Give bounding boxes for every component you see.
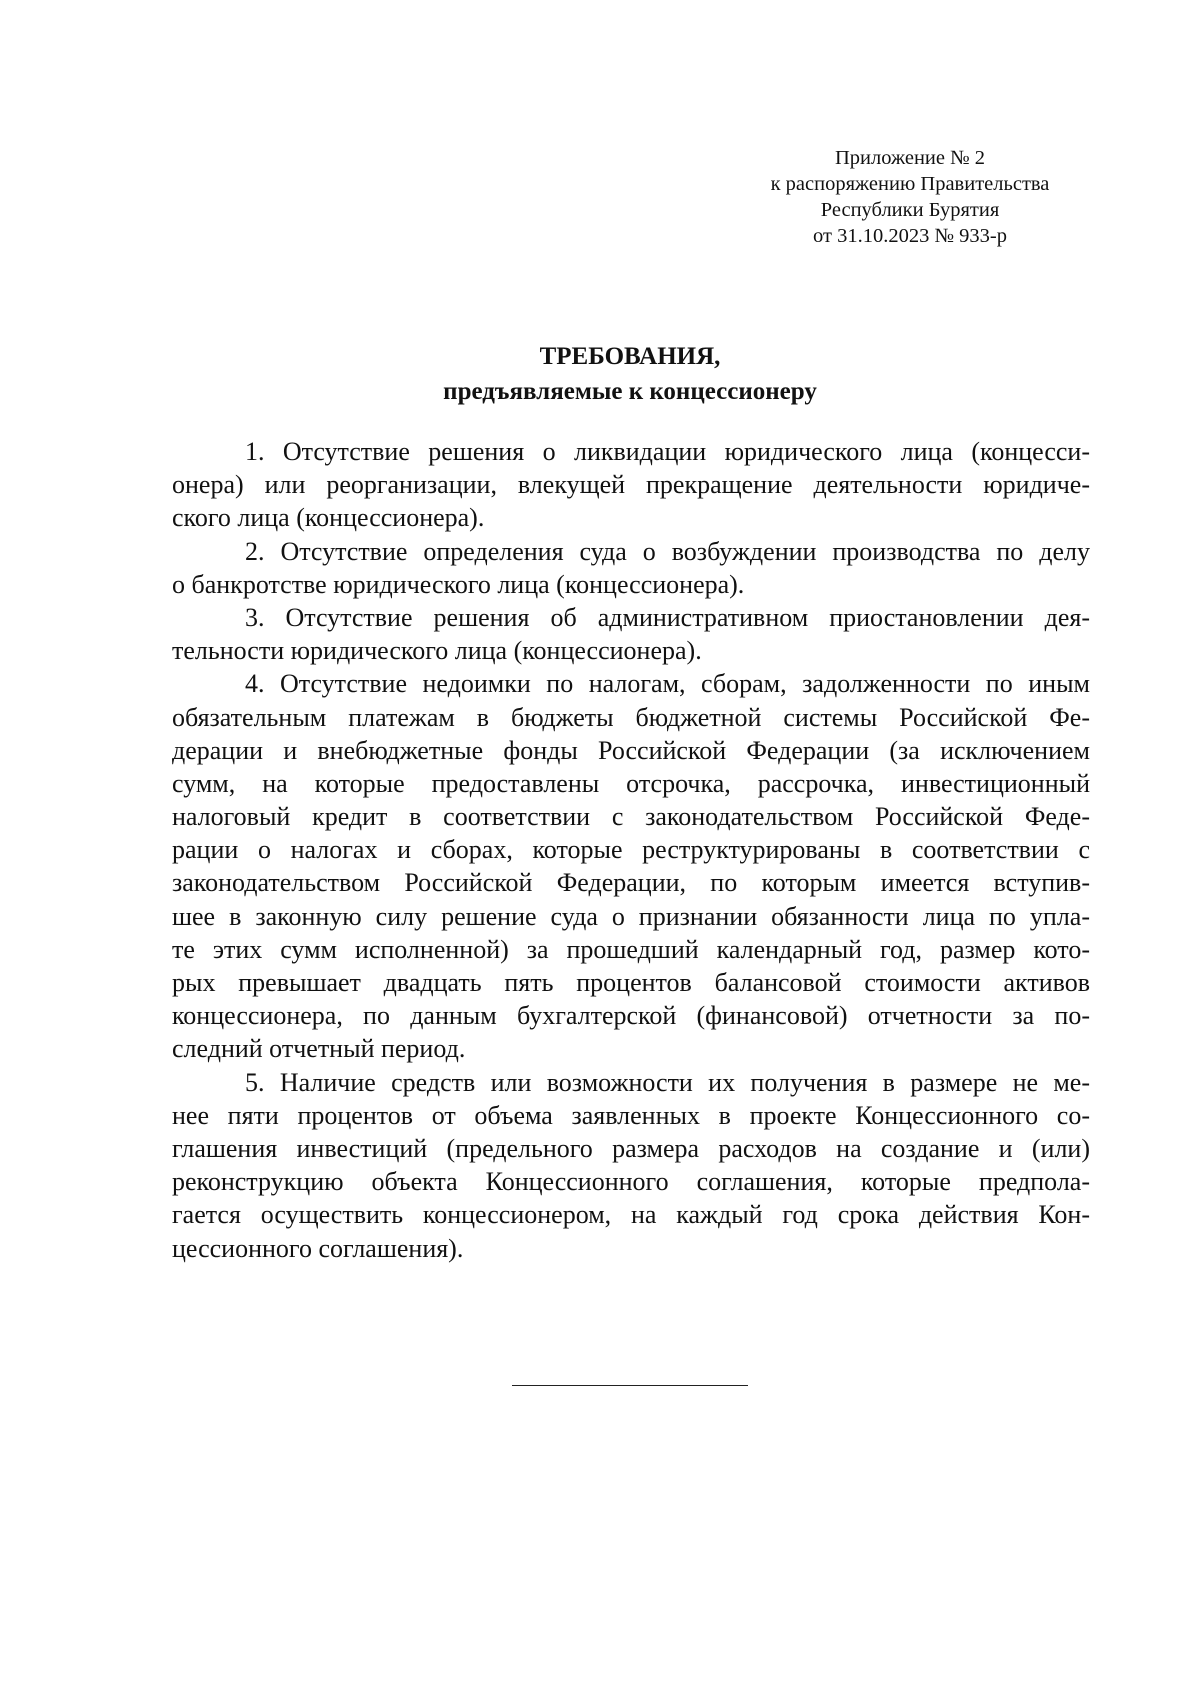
paragraph-line: глашения инвестиций (предельного размера расходов на создание и (или) [172,1133,1090,1163]
paragraph-line: обязательным платежам в бюджеты бюджетной системы Российской Фе- [172,702,1090,732]
requirement-paragraph-2 [172,535,1090,601]
paragraph-line: гается осуществить концессионером, на каждый год срока действия Кон- [172,1200,1090,1230]
requirement-paragraph-3 [172,601,1090,667]
paragraph-line: о банкротстве юридического лица (концессионера). [172,569,745,599]
paragraph-line: законодательством Российской Федерации, по которым имеется вступив- [172,868,1090,898]
paragraph-line: концессионера, по данным бухгалтерской (финансовой) отчетности за по- [172,1001,1090,1031]
document-subtitle: предъявляемые к концессионеру [443,378,817,405]
paragraph-line: 4. Отсутствие недоимки по налогам, сборам, задолженности по иным [245,669,1090,699]
annex-number: Приложение № 2 [834,147,986,169]
annex-order-date-number: от 31.10.2023 № 933-р [813,225,1007,247]
annex-republic: Республики Бурятия [820,199,1000,221]
paragraph-line: те этих сумм исполненной) за прошедший календарный год, размер кото- [172,934,1090,964]
requirement-paragraph-5 [172,1066,1090,1265]
paragraph-line: следний отчетный период. [172,1034,466,1064]
paragraph-line: нее пяти процентов от объема заявленных в проекте Концессионного со- [172,1100,1090,1130]
paragraph-line: дерации и внебюджетные фонды Российской Федерации (за исключением [172,735,1090,765]
paragraph-line: онера) или реорганизации, влекущей прекращение деятельности юридиче- [172,470,1090,500]
paragraph-line: 2. Отсутствие определения суда о возбуждении производства по делу [245,536,1090,566]
paragraph-line: сумм, на которые предоставлены отсрочка, рассрочка, инвестиционный [172,768,1090,798]
paragraph-line: ского лица (концессионера). [172,503,485,533]
annex-order-reference: к распоряжению Правительства [770,173,1050,195]
paragraph-line: тельности юридического лица (концессионера). [172,636,702,666]
paragraph-line: реконструкцию объекта Концессионного соглашения, которые предпола- [172,1167,1090,1197]
document-body [172,435,1090,1265]
paragraph-line: шее в законную силу решение суда о признании обязанности лица по упла- [172,901,1090,931]
paragraph-line: 3. Отсутствие решения об административном приостановлении дея- [245,602,1090,632]
paragraph-line: рых превышает двадцать пять процентов балансовой стоимости активов [172,968,1090,997]
document-title: ТРЕБОВАНИЯ, [539,343,721,370]
annex-header [735,145,1085,249]
paragraph-line: налоговый кредит в соответствии с законодательством Российской Феде- [172,802,1090,832]
paragraph-line: 5. Наличие средств или возможности их получения в размере не ме- [245,1067,1090,1097]
requirement-paragraph-1 [172,435,1090,535]
closing-divider [512,1385,748,1386]
paragraph-line: рации о налогах и сборах, которые реструктурированы в соответствии с [172,835,1090,865]
requirement-paragraph-4 [172,667,1090,1065]
paragraph-line: цессионного соглашения). [172,1233,464,1263]
paragraph-line: 1. Отсутствие решения о ликвидации юридического лица (концесси- [245,437,1090,466]
